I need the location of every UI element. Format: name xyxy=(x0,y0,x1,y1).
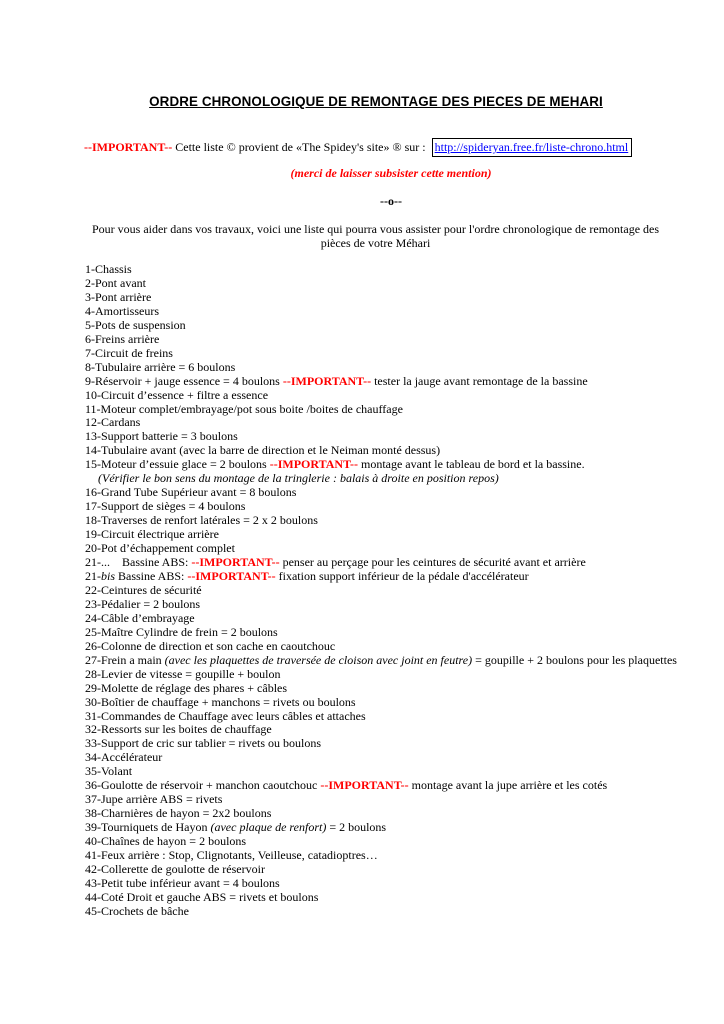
item-text: penser au perçage pour les ceintures de sécurité avant et arrière xyxy=(279,555,586,570)
notice-line xyxy=(84,138,632,157)
list-item: 40-Chaînes de hayon = 2 boulons xyxy=(85,834,247,849)
item-text: montage avant le tableau de bord et la bassine. xyxy=(357,457,585,472)
item-text: montage avant la jupe arrière et les cotés xyxy=(408,778,608,793)
list-item: 5-Pots de suspension xyxy=(85,317,186,332)
list-item xyxy=(85,375,685,389)
item-text-italic: (avec les plaquettes de traversée de cloison avec joint en feutre) xyxy=(164,652,473,667)
important-label: --IMPORTANT-- xyxy=(187,568,276,583)
list-item: 28-Levier de vitesse = goupille + boulon xyxy=(85,666,281,681)
list-item: 1-Chassis xyxy=(85,262,132,276)
source-link[interactable]: http://spideryan.free.fr/liste-chrono.html xyxy=(432,138,633,157)
list-item xyxy=(85,556,685,570)
list-item: 12-Cardans xyxy=(85,415,141,430)
item-text: fixation support inférieur de la pédale d'accélérateur xyxy=(275,568,529,583)
important-label: --IMPORTANT-- xyxy=(191,555,280,570)
list-item: 10-Circuit d’essence + filtre a essence xyxy=(85,387,269,402)
list-item: 44-Coté Droit et gauche ABS = rivets et boulons xyxy=(85,889,319,904)
list-item: 31-Commandes de Chauffage avec leurs câbles et attaches xyxy=(85,708,366,723)
list-item: 2-Pont avant xyxy=(85,275,146,290)
item-text: 9-Réservoir + jauge essence = 4 boulons xyxy=(85,373,283,388)
list-item: 11-Moteur complet/embrayage/pot sous boite /boites de chauffage xyxy=(85,401,403,416)
list-item: 29-Molette de réglage des phares + câbles xyxy=(85,680,288,695)
item-text: 27-Frein a main xyxy=(85,652,165,667)
list-item xyxy=(85,779,685,793)
list-item: 25-Maître Cylindre de frein = 2 boulons xyxy=(85,624,278,639)
item-text: Bassine ABS: xyxy=(115,568,188,583)
list-item: 8-Tubulaire arrière = 6 boulons xyxy=(85,359,236,374)
list-item xyxy=(85,821,685,835)
list-item: 18-Traverses de renfort latérales = 2 x 2 boulons xyxy=(85,513,318,528)
item-text: = 2 boulons xyxy=(326,820,387,835)
important-label: --IMPORTANT-- xyxy=(320,778,409,793)
list-item: 24-Câble d’embrayage xyxy=(85,610,195,625)
list-item: 41-Feux arrière : Stop, Clignotants, Veilleuse, catadioptres… xyxy=(85,848,378,863)
list-item: 16-Grand Tube Supérieur avant = 8 boulons xyxy=(85,485,297,500)
list-item xyxy=(85,570,685,584)
list-item: 6-Freins arrière xyxy=(85,331,160,346)
list-item: 37-Jupe arrière ABS = rivets xyxy=(85,792,223,807)
item-text: 21-... Bassine ABS: xyxy=(85,555,192,570)
list-item: 30-Boîtier de chauffage + manchons = rivets ou boulons xyxy=(85,694,356,709)
list-item: 43-Petit tube inférieur avant = 4 boulons xyxy=(85,875,280,890)
important-label: --IMPORTANT-- xyxy=(269,457,358,472)
list-item: 3-Pont arrière xyxy=(85,289,152,304)
merci-mention: (merci de laisser subsister cette mention) xyxy=(290,166,492,180)
important-label: --IMPORTANT-- xyxy=(84,140,173,154)
item-text: 39-Tourniquets de Hayon xyxy=(85,820,211,835)
item-text: 21- xyxy=(85,568,101,583)
intro-paragraph: Pour vous aider dans vos travaux, voici une liste qui pourra vous assister pour l'ordre chronologique de remontage des pièces de votre Méhari xyxy=(91,222,660,250)
list-item xyxy=(85,654,685,668)
list-item xyxy=(85,458,685,472)
item-text: 36-Goulotte de réservoir + manchon caoutchouc xyxy=(85,778,321,793)
page-title: ORDRE CHRONOLOGIQUE DE REMONTAGE DES PIECES DE MEHARI xyxy=(149,94,603,109)
item-text-italic: (avec plaque de renfort) xyxy=(210,820,327,835)
list-item: 45-Crochets de bâche xyxy=(85,903,189,918)
list-item: 42-Collerette de goulotte de réservoir xyxy=(85,861,265,876)
item-text: tester la jauge avant remontage de la bassine xyxy=(371,373,588,388)
parts-list xyxy=(85,263,685,919)
list-item: 14-Tubulaire avant (avec la barre de direction et le Neiman monté dessus) xyxy=(85,443,441,458)
item-text: 15-Moteur d’essuie glace = 2 boulons xyxy=(85,457,270,472)
list-item: 23-Pédalier = 2 boulons xyxy=(85,596,201,611)
important-label: --IMPORTANT-- xyxy=(282,373,372,388)
list-item: 17-Support de sièges = 4 boulons xyxy=(85,499,246,514)
list-item: 20-Pot d’échappement complet xyxy=(85,541,235,556)
list-item: 4-Amortisseurs xyxy=(85,303,159,318)
list-item: 19-Circuit électrique arrière xyxy=(85,527,219,542)
separator: --o-- xyxy=(380,194,402,208)
item-note: (Vérifier le bon sens du montage de la tringlerie : balais à droite en position repos) xyxy=(98,471,499,486)
list-item: 34-Accélérateur xyxy=(85,750,163,765)
list-item: 22-Ceintures de sécurité xyxy=(85,582,202,597)
list-item: 7-Circuit de freins xyxy=(85,345,173,360)
list-item: 35-Volant xyxy=(85,764,133,779)
list-item: 26-Colonne de direction et son cache en caoutchouc xyxy=(85,638,336,653)
item-text: = goupille + 2 boulons pour les plaquettes xyxy=(472,652,677,667)
list-item: 32-Ressorts sur les boites de chauffage xyxy=(85,722,272,737)
notice-text: Cette liste © provient de «The Spidey's site» ® sur : xyxy=(175,140,426,154)
list-item: 13-Support batterie = 3 boulons xyxy=(85,429,238,444)
list-item: 33-Support de cric sur tablier = rivets ou boulons xyxy=(85,736,322,751)
item-text-italic: bis xyxy=(101,568,116,583)
list-item: 38-Charnières de hayon = 2x2 boulons xyxy=(85,806,272,821)
